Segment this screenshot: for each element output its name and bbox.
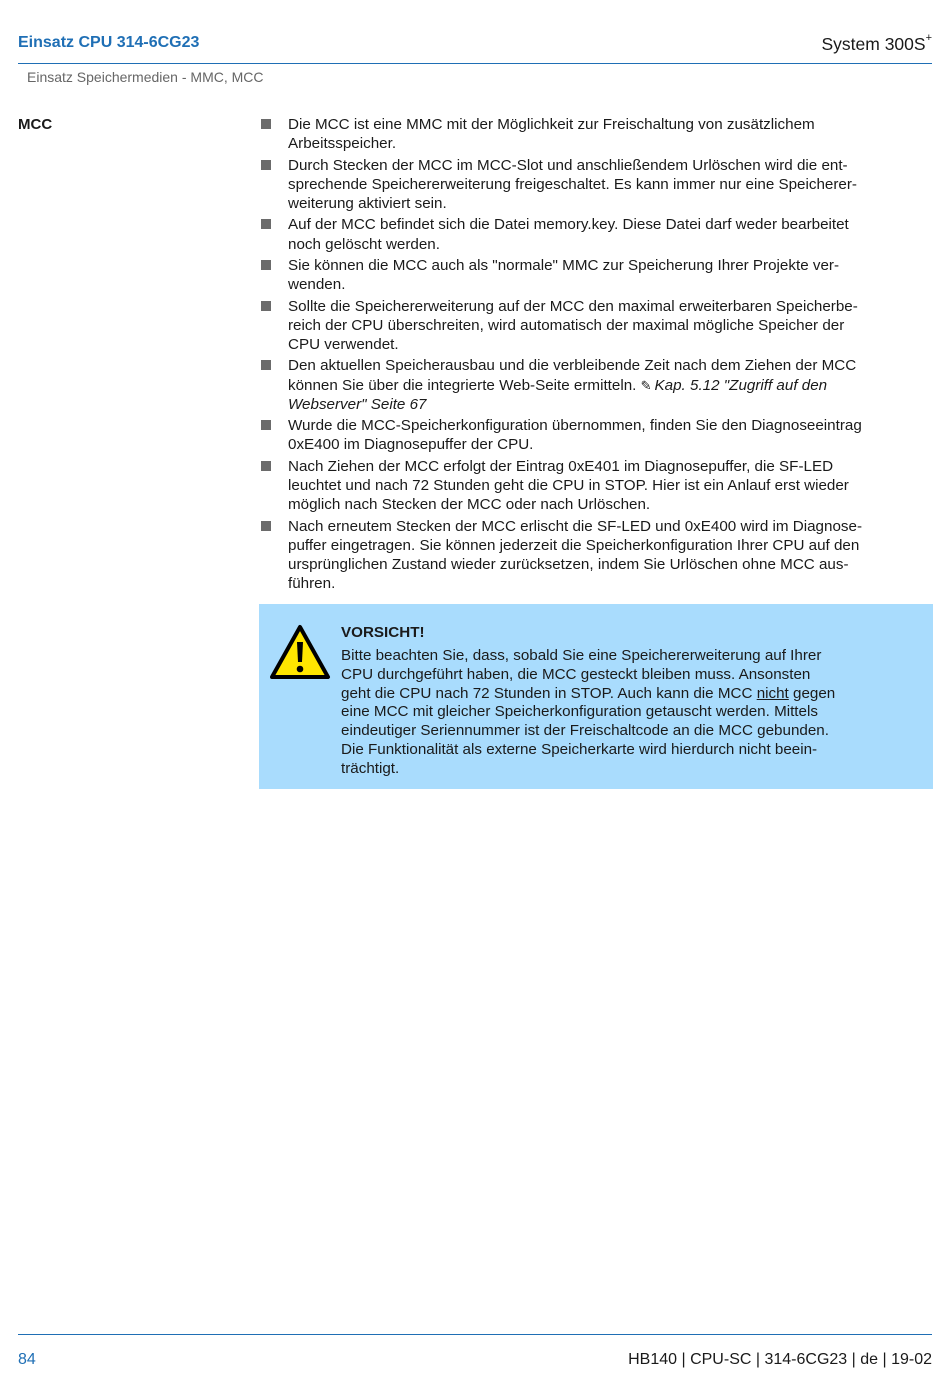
caution-emphasis: nicht bbox=[756, 684, 789, 702]
bullet-line: noch gelöscht werden. bbox=[288, 235, 440, 253]
bullet-square-icon bbox=[261, 521, 271, 531]
bullet-line: puffer eingetragen. Sie können jederzeit die Speicherkonfiguration Ihrer CPU auf den bbox=[288, 536, 860, 554]
bullet-square-icon bbox=[261, 301, 271, 311]
page-number: 84 bbox=[18, 1351, 36, 1368]
chapter-reference-link-continued[interactable]: Webserver" Seite 67 bbox=[288, 395, 427, 413]
bullet-line: führen. bbox=[288, 575, 336, 593]
bullet-item bbox=[259, 215, 931, 253]
bullet-line: CPU verwendet. bbox=[288, 335, 399, 353]
bullet-line: weiterung aktiviert sein. bbox=[288, 195, 447, 212]
bullet-square-icon bbox=[261, 360, 271, 370]
footer-rule bbox=[18, 1334, 932, 1335]
chapter-reference-link[interactable] bbox=[641, 377, 827, 394]
document-id: HB140 | CPU-SC | 314-6CG23 | de | 19-02 bbox=[628, 1351, 932, 1368]
bullet-line: 0xE400 im Diagnosepuffer der CPU. bbox=[288, 436, 534, 454]
bullet-line bbox=[288, 376, 931, 395]
bullet-item bbox=[259, 416, 931, 454]
caution-line: CPU durchgeführt haben, die MCC gesteckt bleiben muss. Ansonsten bbox=[341, 665, 811, 683]
bullet-line: Nach erneutem Stecken der MCC erlischt die SF-LED und 0xE400 wird im Diagnose- bbox=[288, 517, 862, 535]
bullet-item bbox=[259, 356, 931, 414]
bullet-square-icon bbox=[261, 461, 271, 471]
caution-line bbox=[341, 685, 835, 704]
section-subtitle: Einsatz Speichermedien - MMC, MCC bbox=[27, 69, 264, 85]
caution-text-part: gegen bbox=[793, 684, 836, 702]
system-superscript: + bbox=[925, 32, 932, 44]
caution-box bbox=[259, 604, 933, 789]
chapter-title: Einsatz CPU 314-6CG23 bbox=[18, 34, 200, 51]
bullet-line: möglich nach Stecken der MCC oder nach Urlöschen. bbox=[288, 496, 651, 514]
bullet-line: Die MCC ist eine MMC mit der Möglichkeit zur Freischaltung von zusätzlichem bbox=[288, 116, 815, 133]
bullet-line: Sollte die Speichererweiterung auf der MCC den maximal erweiterbaren Speicherbe- bbox=[288, 297, 858, 315]
bullet-line: Durch Stecken der MCC im MCC-Slot und anschließendem Urlöschen wird die ent- bbox=[288, 156, 848, 174]
bullet-text: können Sie über die integrierte Web-Seite ermitteln. bbox=[288, 376, 637, 394]
bullet-line: sprechende Speichererweiterung freigeschaltet. Es kann immer nur eine Speicherer- bbox=[288, 175, 857, 193]
bullet-line: Sie können die MCC auch als "normale" MMC zur Speicherung Ihrer Projekte ver- bbox=[288, 256, 840, 274]
bullet-item bbox=[259, 517, 931, 594]
bullet-line: Auf der MCC befindet sich die Datei memory.key. Diese Datei darf weder bearbeitet bbox=[288, 216, 849, 234]
caution-line: Die Funktionalität als externe Speicherkarte wird hierdurch nicht beein- bbox=[341, 740, 818, 758]
bullet-square-icon bbox=[261, 219, 271, 229]
system-title bbox=[821, 34, 932, 55]
bullet-line: leuchtet und nach 72 Stunden geht die CPU in STOP. Hier ist ein Anlauf erst wieder bbox=[288, 476, 849, 494]
caution-text-part: geht die CPU nach 72 Stunden in STOP. Auch kann die MCC bbox=[341, 684, 753, 702]
bullet-item bbox=[259, 115, 931, 153]
bullet-line: Arbeitsspeicher. bbox=[288, 135, 397, 153]
bullet-item bbox=[259, 297, 931, 355]
header-rule bbox=[18, 63, 932, 64]
bullet-square-icon bbox=[261, 160, 271, 170]
caution-title: VORSICHT! bbox=[341, 624, 425, 641]
caution-line: eine MCC mit gleicher Speicherkonfiguration getauscht werden. Mittels bbox=[341, 703, 818, 721]
system-name: System 300S bbox=[821, 34, 926, 54]
caution-line: Bitte beachten Sie, dass, sobald Sie eine Speichererweiterung auf Ihrer bbox=[341, 647, 822, 664]
bullet-line: Nach Ziehen der MCC erfolgt der Eintrag 0xE401 im Diagnosepuffer, die SF-LED bbox=[288, 457, 834, 475]
bullet-item bbox=[259, 256, 931, 294]
bullet-line: wenden. bbox=[288, 276, 346, 294]
caution-line: trächtigt. bbox=[341, 759, 400, 777]
bullet-line: Den aktuellen Speicherausbau und die verbleibende Zeit nach dem Ziehen der MCC bbox=[288, 357, 857, 375]
bullet-line: ursprünglichen Zustand wieder zurücksetzen, indem Sie Urlöschen ohne MCC aus- bbox=[288, 555, 849, 573]
caution-text bbox=[341, 647, 835, 779]
bullet-item bbox=[259, 457, 931, 515]
reference-arrow-icon: ✎ bbox=[640, 377, 652, 393]
bullet-square-icon bbox=[261, 260, 271, 270]
bullet-line: reich der CPU überschreiten, wird automatisch der maximal mögliche Speicher der bbox=[288, 316, 845, 334]
caution-line: eindeutiger Seriennummer ist der Freischaltcode an die MCC gebunden. bbox=[341, 722, 829, 740]
bullet-item bbox=[259, 156, 931, 214]
warning-triangle-icon bbox=[269, 624, 331, 680]
bullet-square-icon bbox=[261, 119, 271, 129]
bullet-square-icon bbox=[261, 420, 271, 430]
bullet-line: Wurde die MCC-Speicherkonfiguration übernommen, finden Sie den Diagnoseeintrag bbox=[288, 417, 862, 435]
side-heading: MCC bbox=[18, 116, 53, 133]
bullet-list bbox=[259, 115, 931, 596]
reference-text: Kap. 5.12 "Zugriff auf den bbox=[654, 376, 828, 394]
